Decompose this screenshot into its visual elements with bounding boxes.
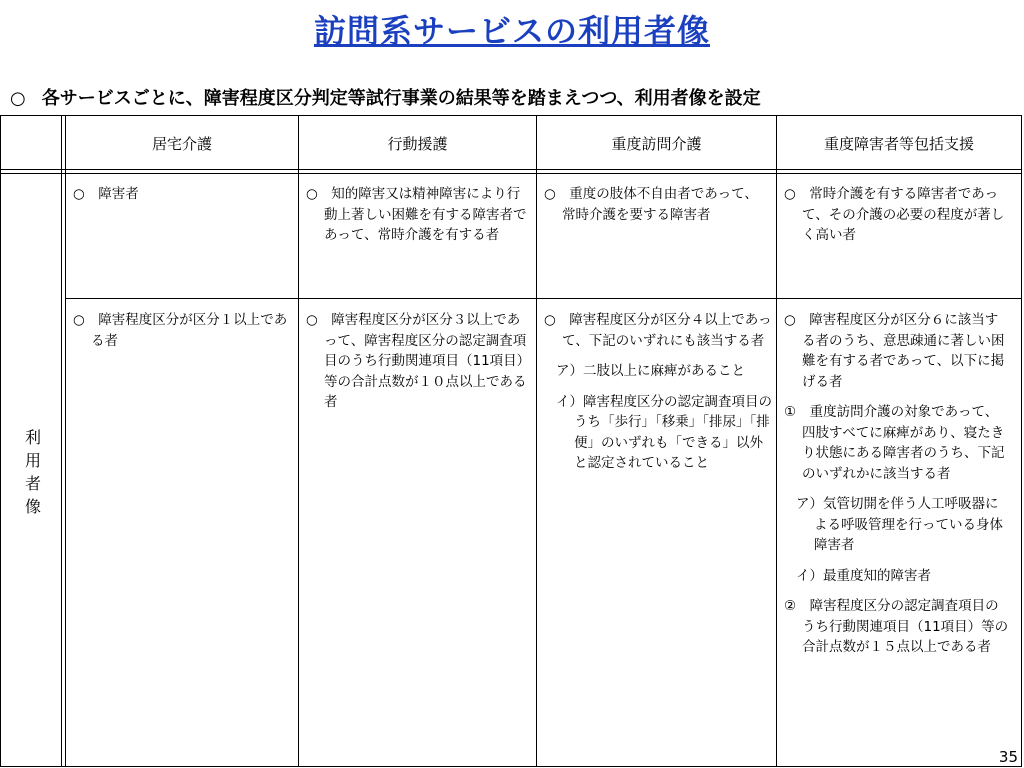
row2-cell-judo-homon: ○ 障害程度区分が区分４以上であって、下記のいずれにも該当する者 ア）二肢以上に麻痺があること イ）障害程度区分の認定調査項目のうち「歩行」「移乗」「排尿」「排便」のいずれも「できる」以外と認定されていること (544, 312, 772, 471)
header-kyotaku-kaigo: 居宅介護 (151, 134, 212, 153)
row2-cell-kodo: ○ 障害程度区分が区分３以上であって、障害程度区分の認定調査項目のうち行動関連項目（11項目）等の合計点数が１０点以上である者 (306, 312, 527, 410)
table-divider (536, 116, 537, 766)
subtitle-bullet: ○ (10, 88, 26, 109)
header-judo-homon-kaigo: 重度訪問介護 (611, 134, 702, 153)
subtitle (10, 84, 761, 110)
page-number: 35 (998, 748, 1018, 766)
row2-cell-hokatsu: ○ 障害程度区分が区分６に該当する者のうち、意思疎通に著しい困難を有する者であって、以下に掲げる者 ① 重度訪問介護の対象であって、四肢すべてに麻痺があり、寝たきり状態にある障害者のうち、下記のいずれかに該当する者 ア）気管切開を伴う人工呼吸器による呼吸管理を行っている身体障害者 イ）最重度知的障害者 ② 障害程度区分の認定調査項目のうち行動関連項目（11項目）等の合計点数が１５点以上である者 (784, 312, 1009, 655)
row-label-riyoshazo: 利 用 者 像 (24, 428, 41, 516)
page-title: 訪問系サービスの利用者像 (313, 12, 710, 50)
table-divider (1, 173, 1021, 174)
row2-cell-kyotaku: ○ 障害程度区分が区分１以上である者 (73, 312, 288, 349)
row1-cell-kodo: ○ 知的障害又は精神障害により行動上著しい困難を有する障害者であって、常時介護を有する者 (306, 186, 527, 243)
table-divider (65, 116, 66, 766)
row1-cell-kyotaku: ○ 障害者 (73, 186, 139, 202)
header-kodo-engo: 行動援護 (387, 134, 448, 153)
header-judo-shogaisha-hokatsu: 重度障害者等包括支援 (823, 134, 974, 153)
table-divider (298, 116, 299, 766)
row1-cell-hokatsu: ○ 常時介護を有する障害者であって、その介護の必要の程度が著しく高い者 (784, 186, 1005, 243)
table-divider (65, 298, 1021, 299)
row1-cell-judo-homon: ○ 重度の肢体不自由者であって、常時介護を要する障害者 (544, 186, 758, 223)
subtitle-text: 各サービスごとに、障害程度区分判定等試行事業の結果等を踏まえつつ、利用者像を設定 (41, 88, 761, 109)
table-divider (776, 116, 777, 766)
user-profile-table (0, 115, 1022, 767)
